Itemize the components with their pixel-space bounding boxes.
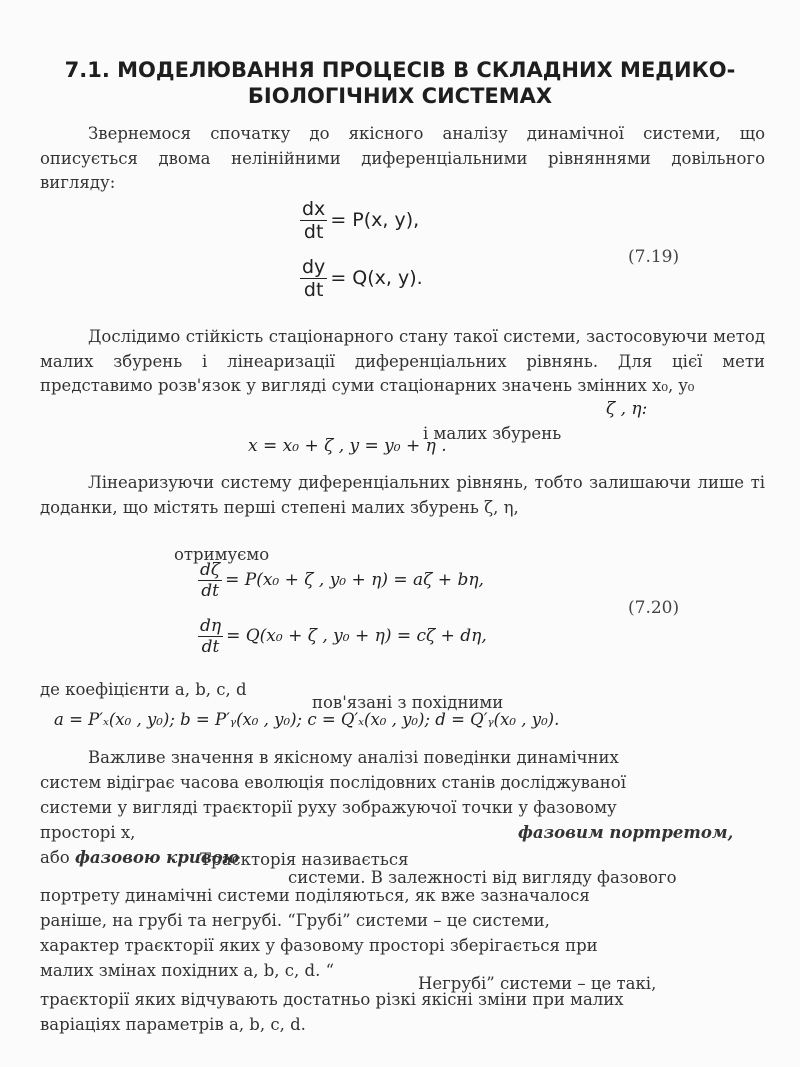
equation-number-720: (7.20) [628,598,680,618]
equation-number-719: (7.19) [628,247,680,267]
trajectory-label: Траєкторія називається [200,850,409,869]
equation-coefficients: a = P′ₓ(x₀ , y₀); b = P′ᵧ(x₀ , y₀); c = Q′ₓ(x₀ , y₀); d = Q′ᵧ(x₀ , y₀). [54,710,560,729]
paragraph-intro: Звернемося спочатку до якісного аналізу динамічної системи, що описується двома нелінійними диференціальними рівняннями довільного вигляду: [40,124,765,192]
paragraph-phase-line-4: просторі x, фазовим портретом, [40,823,734,842]
paragraph-coefficients: де коефіцієнти a, b, c, d [40,680,247,699]
result-label: отримуємо [174,545,270,564]
equation-substitution: x = x₀ + ζ , y = y₀ + η . [248,436,447,456]
paragraph-linearization: Лінеаризуючи систему диференціальних рівнянь, тобто залишаючи лише ті доданки, що містять перші степені малих збурень ζ, η, [40,473,765,517]
paragraph-phase-line-2: систем відіграє часова еволюція послідовних станів досліджуваної [40,773,626,792]
paragraph-stability: Дослідимо стійкість стаціонарного стану такої системи, застосовуючи метод малих збурень і лінеаризації диференціальних рівнянь. Для цієї мети представимо розв'язок у вигляді суми стаціонарних значень змінних x₀, y₀ [40,327,765,395]
paragraph-phase-line-3: системи у вигляді траєкторії руху зображуючої точки у фазовому [40,798,617,817]
equation-719-row-1: $\frac{dx}{dt}$ = P(x, y), [302,198,420,243]
paragraph-phase-line-7: раніше, на грубі та негрубі. “Грубі” системи – це системи, [40,911,550,930]
paragraph-phase-line-5: або фазовою кривою [40,848,240,867]
paragraph-phase-line-11: варіаціях параметрів a, b, c, d. [40,1015,306,1034]
equation-720-row-2: $\frac{d\eta}{dt}$ = Q(x₀ + ζ , y₀ + η) = cζ + dη, [200,616,487,657]
paragraph-phase-line-10: траєкторії яких відчувають достатньо різкі якісні зміни при малих [40,990,624,1009]
small-perturbations-label: і малих збурень [423,424,562,443]
small-perturbations-symbols: ζ , η: [606,399,648,419]
paragraph-phase-line-1: Важливе значення в якісному аналізі поведінки динамічних [88,748,619,767]
paragraph-phase-line-8: характер траєкторії яких у фазовому просторі зберігається при [40,936,598,955]
rough-systems-label: Негрубі” системи – це такі, [418,974,657,993]
paragraph-phase-line-6: портрету динамічні системи поділяються, як вже зазначалося [40,886,590,905]
paragraph-phase-line-9: малих змінах похідних a, b, c, d. “ [40,961,335,980]
equation-719-row-2: $\frac{dy}{dt}$ = Q(x, y). [302,256,423,301]
section-heading-line-1: 7.1. МОДЕЛЮВАННЯ ПРОЦЕСІВ В СКЛАДНИХ МЕДИКО- [64,58,736,82]
section-heading-line-2: БІОЛОГІЧНИХ СИСТЕМАХ [247,84,553,108]
derivatives-label: пов'язані з похідними [312,693,504,712]
equation-720-row-1: $\frac{d\zeta}{dt}$ = P(x₀ + ζ , y₀ + η) = aζ + bη, [200,560,484,601]
phase-portrait-label: системи. В залежності від вигляду фазового [288,868,677,887]
